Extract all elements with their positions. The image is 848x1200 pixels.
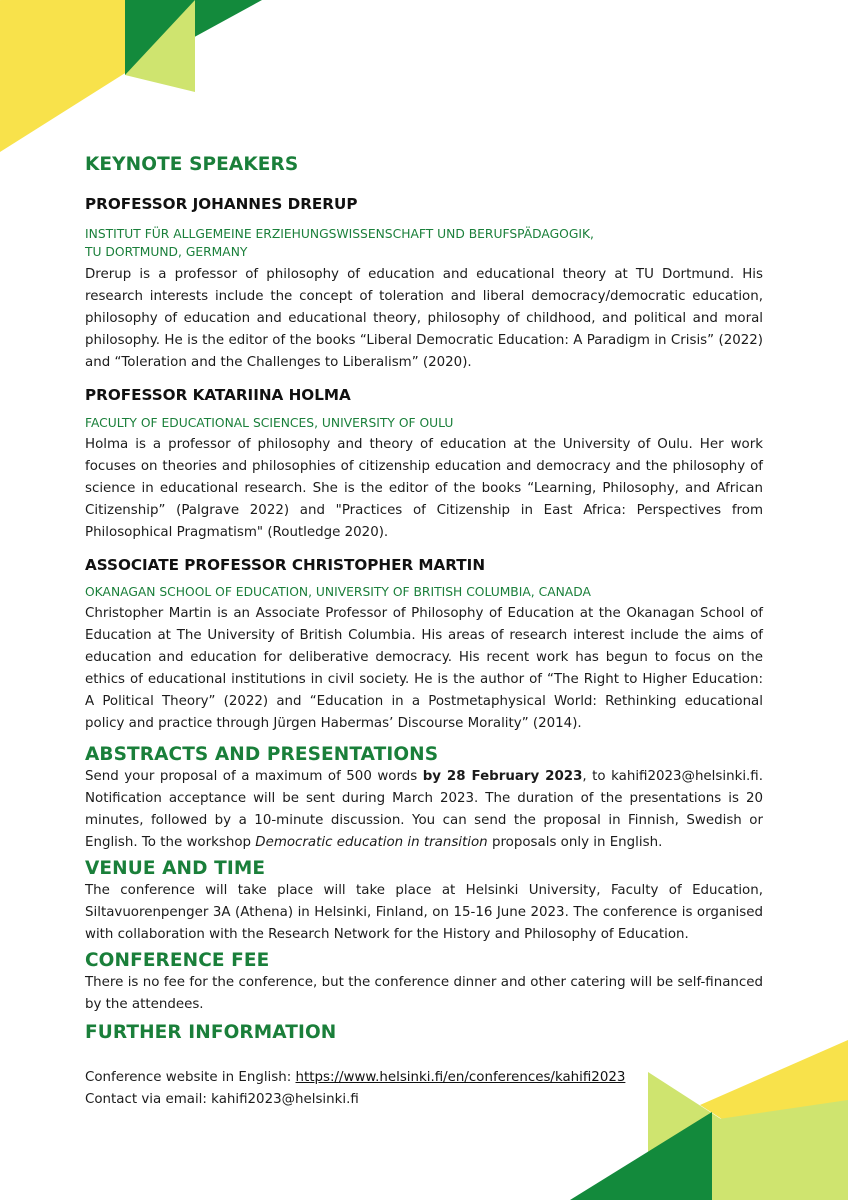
top-left-green-triangle (125, 0, 262, 75)
main-content (85, 150, 763, 1111)
speaker-name: PROFESSOR KATARIINA HOLMA (85, 386, 351, 405)
speaker-name: ASSOCIATE PROFESSOR CHRISTOPHER MARTIN (85, 555, 486, 574)
speaker-affiliation: INSTITUT FÜR ALLGEMEINE ERZIEHUNGSWISSENSCHAFT UND BERUFSPÄDAGOGIK, (85, 227, 594, 242)
abstracts-text-start: Send your proposal of a maximum of 500 words (85, 769, 423, 785)
contact-email: kahifi2023@helsinki.fi (211, 1091, 359, 1107)
website-link[interactable]: https://www.helsinki.fi/en/conferences/kahifi2023 (295, 1069, 626, 1085)
speaker-affiliation: OKANAGAN SCHOOL OF EDUCATION, UNIVERSITY OF BRITISH COLUMBIA, CANADA (85, 584, 591, 599)
abstracts-text (85, 766, 763, 854)
speaker-martin (85, 556, 763, 735)
top-left-lime-triangle (0, 0, 195, 90)
bottom-right-green-triangle (570, 1112, 712, 1200)
speaker-bio: Christopher Martin is an Associate Professor of Philosophy of Education at the Okanagan School of Education at The University of British Columbia. His areas of research interest include the aims of education and education for deliberative democracy. His recent work has begun to focus on the ethics of educational institutions in civil society. He is the author of “The Right to Higher Education: A Political Theory” (2022) and “Education in a Postmetaphysical World: Rethinking educational policy and practice through Jürgen Habermas’ Discourse Morality” (2014). (85, 605, 763, 731)
top-left-lime-triangle-2 (130, 0, 195, 90)
venue-text: The conference will take place will take place at Helsinki University, Faculty of Education, Siltavuorenpenger 3A (Athena) in Helsinki, Finland, on 15-16 June 2023. The conference is organised with collaboration with the Research Network for the History and Philosophy of Education. (85, 883, 763, 943)
speaker-affiliation-line2: TU DORTMUND, GERMANY (85, 245, 248, 260)
speaker-affiliation: FACULTY OF EDUCATIONAL SCIENCES, UNIVERSITY OF OULU (85, 415, 454, 430)
speaker-holma (85, 386, 763, 543)
keynote-heading: KEYNOTE SPEAKERS (85, 154, 299, 175)
website-line (85, 1067, 763, 1089)
contact-label: Contact via email: (85, 1091, 212, 1107)
top-left-yellow-small (0, 0, 125, 72)
contact-line (85, 1089, 763, 1111)
website-label: Conference website in English: (85, 1069, 296, 1085)
further-heading: FURTHER INFORMATION (85, 1022, 337, 1044)
speaker-bio: Drerup is a professor of philosophy of education and educational theory at TU Dortmund. His research interests include the concept of toleration and liberal democracy/democratic education, philosophy of education and educational theory, philosophy of childhood, and political and moral philosophy. He is the editor of the books “Liberal Democratic Education: A Paradigm in Crisis” (2022) and “Toleration and the Challenges to Liberalism” (2020). (85, 267, 763, 371)
top-left-lime-strip (125, 0, 195, 92)
bottom-right-lime-large (712, 1100, 848, 1200)
speaker-name: PROFESSOR JOHANNES DRERUP (85, 195, 358, 214)
abstracts-text-end: proposals only in English. (487, 835, 663, 851)
speaker-bio: Holma is a professor of philosophy and theory of education at the University of Oulu. Her work focuses on theories and philosophies of citizenship education and democracy and the philosophy of science in educational research. She is the editor of the books “Learning, Philosophy, and African Citizenship” (Palgrave 2022) and "Practices of Citizenship in East Africa: Perspectives from Philosophical Pragmatism" (Routledge 2020). (85, 436, 763, 540)
abstracts-deadline: by 28 February 2023 (422, 769, 583, 785)
speaker-drerup (85, 195, 763, 374)
further-info (85, 1067, 763, 1111)
fee-heading: CONFERENCE FEE (85, 950, 270, 972)
abstracts-text-middle: , to kahifi2023@helsinki.fi. Notification acceptance will be sent during March 2023. The duration of the presentations is 20 minutes, followed by a 10-minute discussion. You can send the proposal in Finnish, Swedish or English. To the workshop (85, 769, 763, 851)
venue-heading: VENUE AND TIME (85, 858, 266, 880)
top-left-yellow-triangle (0, 0, 130, 152)
workshop-title: Democratic education in transition (255, 835, 488, 851)
abstracts-heading: ABSTRACTS AND PRESENTATIONS (85, 743, 439, 765)
fee-text: There is no fee for the conference, but the conference dinner and other catering will be self-financed by the attendees. (85, 975, 763, 1013)
